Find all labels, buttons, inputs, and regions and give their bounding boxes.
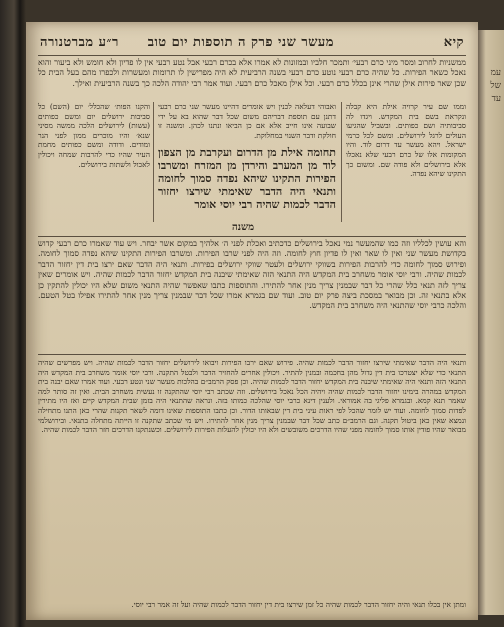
page-footer: ומתן אין בכלו תנאי והיה יחזור הדבר לכמות שהיה כל זמן שירצו בית דין יחזור הדבר לכמות שהיה ועל זה אמר רבי יוסי. — [131, 600, 466, 609]
section-rule — [38, 236, 466, 237]
book-page — [26, 22, 478, 620]
running-head: ר״ע מברטנורה — [40, 35, 119, 50]
facing-page-fragment: עמ — [490, 68, 501, 78]
page-number: קיא — [443, 35, 464, 50]
facing-page-fragment: עד — [491, 94, 501, 104]
center-commentary-top: ואבוהי דעלאה לכנין ויש אומרים דהיינו מעשר שני כרם רבעי דתנן עם תוספת דבריהם משום שכל דבר שהוא בא על ידי שבועה אינו חייב אלא אם כן הביאו ונתנו לכהן. ומשנה זו חולקת ודבר השנוי במחלוקת. — [158, 102, 336, 140]
page-header — [40, 34, 464, 54]
intro-paragraph: ממשניות לחרוב ומסר מיני כרם רבעי׳ ותמכר חלביו ובמזונות לא אמרו אלא בכרם רבעי אבל נטע רבעי אין לו פדיון ולא חומש ולא ביעור והוא נאכל כשאר הפירות. כל שהיה כרם רבעי נוטע כרם רבעי בשנה הרביעית לא היה מפרישין לו תרומות ומעשרות ולכפרו מהם בעל הבית כל שכן שאר פירות אילן שהרי אינן בכלל כרם רבעי. וכל אילן מאכל כרם רבעי. ועוד אמר רבי יהודה הלכה כך בשנה הרביעית ואילך. — [38, 58, 466, 88]
commentary-lower: ותנאי היה הדבר שאימתי שירצו יחזור הדבר לכמות שהיה. פירוש שאם ירבו הפירות ויבואו לירושלים יחזור הדבר לכמות שהיה. ויש מפרשים שהיה התנאי כדי שלא יצטרכו בית דין גדול מהן בחכמה ובמנין להתיר. ויכולין אחרים להחזיר הדבר ולבטל התקנה. ורבי יוסי אומר משחרב בית המקדש היה התנאי הזה ותנאי היה שאימתי שיבנה בית המקדש יחזור הדבר לכמות שהיה. וכן פסק הרמב״ם בהלכות מעשר שני ונטע רבעי. ועוד אמרו שאם יבנה בית המקדש במהרה בימינו יחזור הדבר לכמות שהיה ויהיה הכל נאכל בירושלים. וזה שכתב רבי יוסי שהתקנה זו נעשית משחרב הבית. ואין זה סותר למה שאמר תנא קמא. ובגמרא פליגי בה אמוראי. ולענין דינא כרבי יוסי שהלכה כמותו בזה. ונראה שהתנאי היה בזמן שבית המקדש קיים ואז היו מתירין לפדות סמוך לחומה. ועוד יש לומר שהכל לפי ראות עיני בית דין שבאותו הדור. וכן כתבו התוספות שאינו דומה לשאר תקנות שהרי כאן התנו מתחילה ונמצא שאין כאן ביטול תקנה. וגם הרמב״ם כתב שכל דבר שבמנין צריך מנין אחר להתירו. ויש מי שכתב שתקנה זו הייתה מתחלה בתנאי. ובירושלמי מבואר שהיו פודין אותו סמוך לחומה מפני שהיו הדרכים משובשים ולא היו יכולין להעלות הפירות לירושלים. וכשנתקנו הדרכים חזר הדבר לכמות שהיה. — [38, 358, 466, 435]
facing-page-fragment: של — [490, 81, 501, 91]
section-rule-lower — [38, 354, 466, 355]
tractate-title: מעשר שני פרק ה תוספות יום טוב — [147, 35, 334, 50]
column-divider-left — [153, 102, 154, 222]
commentary-main: והא עושין לכלליו וזה כמו שהמעשר נמי נאכל בירושלים כדכתיב ואכלת לפני ה׳ אלהיך במקום אשר יבחר. ויש עוד שאמרו כרם רבעי קדוש בקדושת מעשר שני ואין לו שאר ואין לו פדיון חוץ לחומה. וזה היה לפני שרבו הפירות. ומשרבו הפירות התקינו שיהא נפדה סמוך לחומה. ופירוש סמוך לחומה כדי להרבות הפירות בשווקי ירושלים ולעטר שווקי ירושלים בפירות. ותנאי היה הדבר שאם ירצו בית דין יחזור הדבר לכמות שהיה. ורבי יוסי אומר משחרב בית המקדש היה התנאי הזה שאימתי שיבנה בית המקדש יחזור הדבר לכמות שהיה. ויש אומרים שאין צריך לזה תנאי כלל שהרי כל דבר שבמנין צריך מנין אחר להתירו. והתוספות כתבו שאפשר שהיה התנאי משום שלא היו יכולין להתקין כן אלא בתנאי זה. וכן מבואר במסכת ביצה פרק יום טוב. ועוד שם בגמרא אמרו שכל דבר שבמנין צריך מנין אחר להתירו אפילו בטל הטעם. והלכה כרבי יוסי שהתנאי היה משחרב בית המקדש. — [38, 239, 466, 311]
right-mishna-note: וממו שם עיר קרויה אילת היא קבלה ונקראת בשם בית המקדש. ויגדו לה סביבותיה ושם כפותים. ובשביל שהגיעו העולים לרגל לירושלים. ומשם לכל כרמי ישראל. ויהא מעשר עד דרום לוד. והיו המקומות אלו של כרם רבעי שלא נאכלו אלא בירושלים ולא פודה שם. ומשום כך התקינו שיהא נפדה. — [346, 102, 466, 179]
column-divider-right — [341, 102, 342, 222]
mishna-label: משנה — [232, 222, 255, 233]
header-rule — [38, 55, 466, 56]
mishna-text: תחומה אילת מן הדרום ועקרבת מן הצפון לוד מן המערב והירדן מן המזרח ומשרבו הפירות התקינו שיהא נפדה סמוך לחומה ותנאי היה הדבר שאימתי שירצו יחזור הדבר לכמות שהיה רבי יוסי אומר — [158, 146, 336, 211]
left-commentary-top: והקנו הפות׳ שהכלל׳ יום (השם) כל סביבות ירושלים יום ומשם כפותים (עשות) לירושלים הלכה ממשה מסיני שנא׳ והיו מוכרים ממון לפני הנר ומודים. ודודה ומשם כפותים מחמת העיר שהיו כדי להרבות שמחה ויכולין לאכול ולשתות בירושלים. — [38, 102, 150, 169]
facing-page-edge — [478, 30, 504, 615]
